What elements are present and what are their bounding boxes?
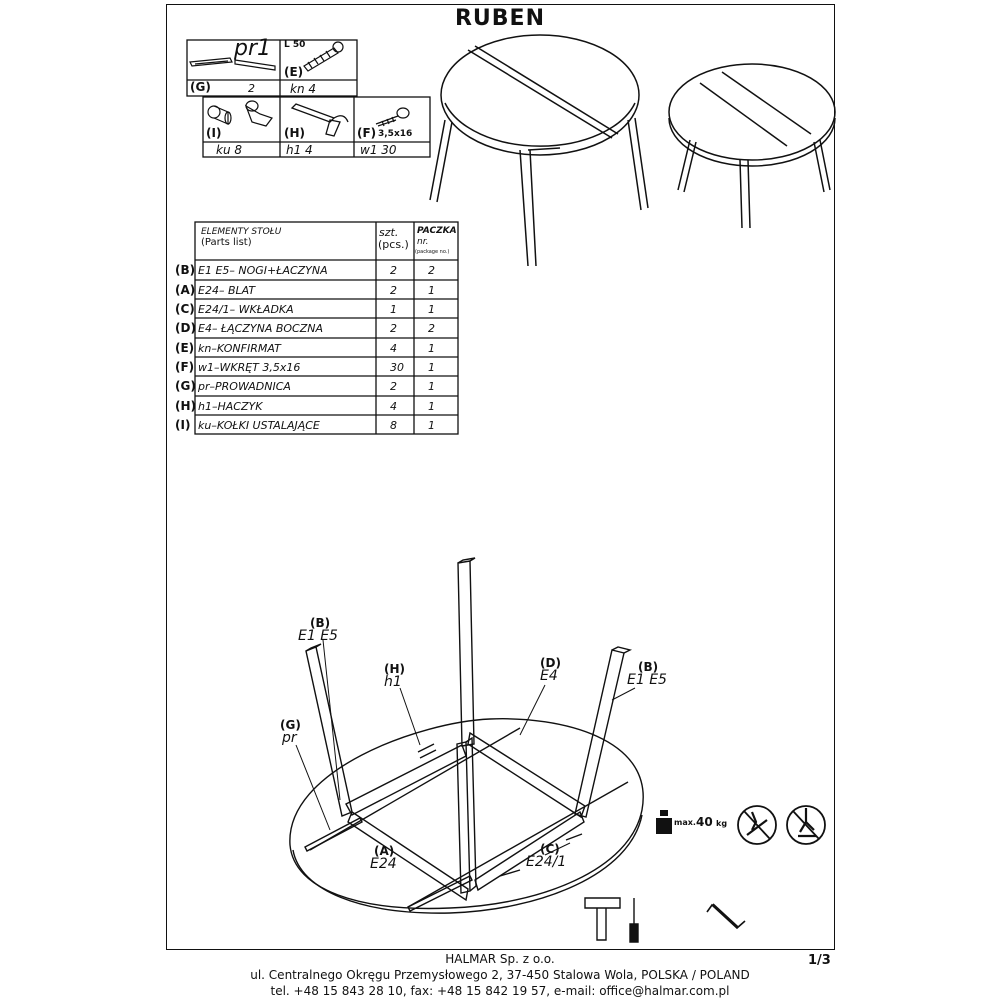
label-b-right-code: (B) [638,660,659,674]
parts-header-qty: szt. [379,226,399,239]
parts-row-code: (C) [175,302,195,316]
parts-row-pkg: 1 [428,380,435,393]
parts-header-pkg-nr: nr. [417,237,429,247]
parts-row-qty: 2 [390,322,397,335]
footer-company: HALMAR Sp. z o.o. [445,952,555,966]
max-load-unit: kg [716,819,728,828]
parts-row-pkg: 2 [428,264,435,277]
label-g-name: pr [282,730,297,746]
parts-row-qty: 1 [390,303,397,316]
parts-row-pkg: 1 [428,361,435,374]
parts-header-pkg-en: (package no.) [415,249,450,255]
hw-g-qty: 2 [248,82,255,95]
parts-row-pkg: 1 [428,342,435,355]
label-a-name: E24 [370,856,397,872]
parts-row-qty: 2 [390,380,397,393]
parts-row-name: w1–WKRĘT 3,5x16 [198,361,301,374]
parts-row-name: ku–KOŁKI USTALAJĄCE [198,419,320,432]
page-title: RUBEN [454,6,545,31]
parts-row-name: E24– BLAT [198,284,256,297]
hw-i-code: (I) [206,126,222,140]
parts-header-name: ELEMENTY STOŁU [201,227,282,237]
hw-e-qty: kn 4 [290,82,317,96]
parts-row-pkg: 1 [428,419,435,432]
parts-row-code: (G) [175,379,196,393]
parts-row-code: (E) [175,341,195,355]
label-b-right-name: E1 E5 [627,672,667,688]
parts-row-name: E24/1– WKŁADKA [198,303,294,316]
footer-address: ul. Centralnego Okręgu Przemysłowego 2, 37-450 Stalowa Wola, POLSKA / POLAND [250,968,750,982]
parts-row-code: (D) [175,321,196,335]
hw-h-qty: h1 4 [286,143,313,157]
hw-f-code: (F) [357,126,377,140]
label-a-code: (A) [374,844,395,858]
leg-back [458,561,474,746]
hammer-icon [585,898,620,940]
parts-row-code: (I) [175,418,191,432]
parts-row-qty: 4 [390,342,397,355]
max-load-value: 40 [696,815,713,829]
parts-header-qty-en: (pcs.) [378,238,409,251]
parts-row-name: pr–PROWADNICA [198,380,291,393]
screwdriver-icon [630,898,638,942]
allen-key-icon [707,904,745,928]
label-b-left-code: (B) [310,616,331,630]
label-g-code: (G) [280,718,301,732]
parts-header-pkg: PACZKA [417,226,457,236]
parts-row-qty: 4 [390,400,397,413]
hw-e-code: (E) [284,65,304,79]
parts-row-pkg: 1 [428,400,435,413]
parts-row-code: (H) [175,399,197,413]
hw-e-spec: L 50 [284,40,306,50]
label-b-left-name: E1 E5 [298,628,338,644]
weight-icon [656,810,672,834]
hw-f-qty: w1 30 [360,143,397,157]
hw-i-qty: ku 8 [216,143,243,157]
no-climbing-icon [787,806,825,844]
leg-front [457,742,470,893]
label-h-name: h1 [384,674,402,690]
parts-row-name: E4– ŁĄCZYNA BOCZNA [198,322,324,335]
no-standing-icon [738,806,776,844]
parts-header-name-en: (Parts list) [201,237,252,248]
footer-contact: tel. +48 15 843 28 10, fax: +48 15 842 19 57, e-mail: office@halmar.com.pl [270,984,730,998]
label-c-code: (C) [540,842,560,856]
page-number: 1/3 [808,953,831,968]
parts-row-name: h1–HACZYK [198,400,263,413]
parts-row-pkg: 2 [428,322,435,335]
label-d-name: E4 [540,668,558,684]
label-h-code: (H) [384,662,406,676]
max-load-prefix: max. [674,818,696,827]
label-c-name: E24/1 [526,854,567,870]
hw-f-spec: 3,5x16 [378,129,413,139]
parts-row-pkg: 1 [428,303,435,316]
parts-row-qty: 2 [390,264,397,277]
rail-tag: pr1 [234,36,272,61]
parts-row-qty: 2 [390,284,397,297]
parts-row-code: (F) [175,360,195,374]
leg-right [575,650,624,817]
parts-row-code: (B) [175,263,196,277]
parts-row-pkg: 1 [428,284,435,297]
parts-row-name: kn–KONFIRMAT [198,342,281,355]
label-d-code: (D) [540,656,561,670]
parts-row-qty: 30 [390,361,404,374]
parts-row-name: E1 E5– NOGI+ŁACZYNA [198,264,328,277]
parts-row-qty: 8 [390,419,397,432]
hw-h-code: (H) [284,126,306,140]
parts-row-code: (A) [175,283,196,297]
hw-g-code: (G) [190,80,211,94]
